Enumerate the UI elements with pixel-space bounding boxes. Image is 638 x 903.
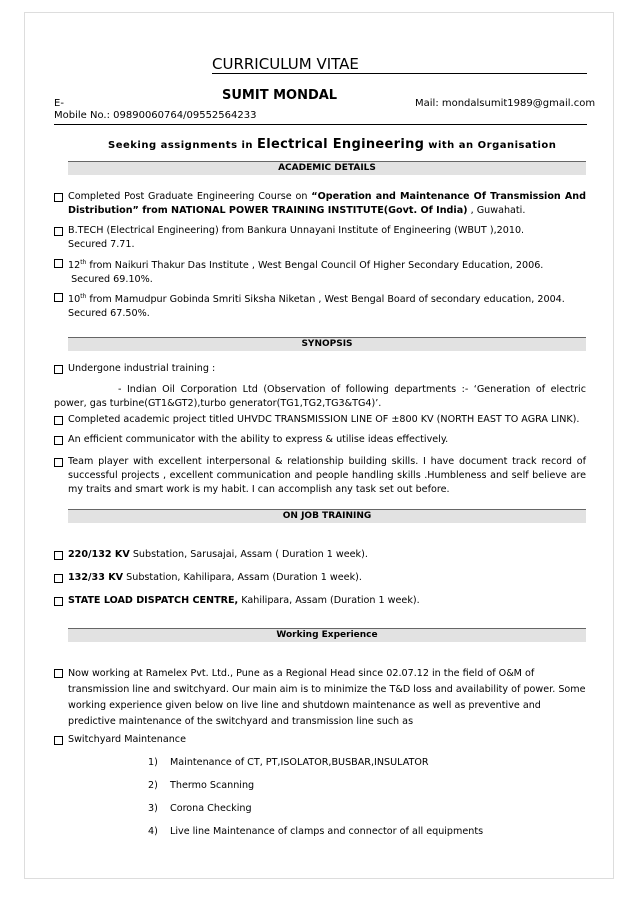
bullet-box-icon — [54, 574, 63, 583]
email-address: Mail: mondalsumit1989@gmail.com — [415, 98, 596, 109]
email-prefix: E- — [54, 98, 64, 109]
bullet-box-icon — [54, 293, 63, 302]
section-experience: Working Experience — [68, 628, 586, 642]
document-title: CURRICULUM VITAE — [212, 55, 587, 74]
section-academic: ACADEMIC DETAILS — [68, 161, 586, 175]
experience-switchyard: Switchyard Maintenance — [54, 733, 586, 747]
task-item: 1) Maintenance of CT, PT,ISOLATOR,BUSBAR,INSULATOR — [148, 757, 429, 768]
section-training: ON JOB TRAINING — [68, 509, 586, 523]
objective-prefix: Seeking assignments in — [108, 140, 254, 151]
section-synopsis: SYNOPSIS — [68, 337, 586, 351]
bullet-box-icon — [54, 436, 63, 445]
bullet-box-icon — [54, 259, 63, 268]
candidate-name: SUMIT MONDAL — [222, 88, 338, 103]
objective-field: Electrical Engineering — [257, 137, 425, 152]
experience-current: Now working at Ramelex Pvt. Ltd., Pune as a Regional Head since 02.07.12 in the field of O&M of transmission line and switchyard. Our main aim is to minimize the T&D loss and availability of power. Some working experience given below on live line and shutdown maintenance as well as preventive and predictive maintenance of the switchyard and transmission line such as — [54, 666, 586, 730]
bullet-box-icon — [54, 669, 63, 678]
bullet-box-icon — [54, 597, 63, 606]
training-item: 132/33 KV Substation, Kahilipara, Assam (Duration 1 week). — [54, 571, 586, 585]
bullet-box-icon — [54, 416, 63, 425]
task-item: 4) Live line Maintenance of clamps and connector of all equipments — [148, 826, 484, 837]
task-item: 3) Corona Checking — [148, 803, 252, 814]
synopsis-training: Undergone industrial training : — [54, 362, 586, 376]
bullet-box-icon — [54, 193, 63, 202]
academic-btech: B.TECH (Electrical Engineering) from Bankura Unnayani Institute of Engineering (WBUT ),2010. Secured 7.71. — [54, 224, 586, 252]
synopsis-communicator: An efficient communicator with the ability to express & utilise ideas effectively. — [54, 433, 586, 447]
bullet-box-icon — [54, 736, 63, 745]
objective-suffix: with an Organisation — [428, 140, 557, 151]
training-item: STATE LOAD DISPATCH CENTRE, Kahilipara, Assam (Duration 1 week). — [54, 594, 586, 608]
bullet-box-icon — [54, 458, 63, 467]
bullet-box-icon — [54, 227, 63, 236]
synopsis-project: Completed academic project titled UHVDC TRANSMISSION LINE OF ±800 KV (NORTH EAST TO AGRA LINK). — [54, 413, 586, 427]
academic-tenth: 10th from Mamudpur Gobinda Smriti Siksha Niketan , West Bengal Board of secondary education, 2004. Secured 67.50%. — [54, 290, 586, 321]
academic-twelfth: 12th from Naikuri Thakur Das Institute , West Bengal Council Of Higher Secondary Education, 2006. Secured 69.10%. — [54, 256, 586, 287]
task-item: 2) Thermo Scanning — [148, 780, 255, 791]
synopsis-iocl: - Indian Oil Corporation Ltd (Observation of following departments :- ‘Generation of electric power, gas turbine(GT1&GT2),turbo generator(TG1,TG2,TG3&TG4)’. — [54, 384, 586, 409]
objective-line — [108, 137, 556, 152]
bullet-box-icon — [54, 365, 63, 374]
training-item: 220/132 KV Substation, Sarusajai, Assam ( Duration 1 week). — [54, 548, 586, 562]
mobile-number: Mobile No.: 09890060764/09552564233 — [54, 110, 257, 121]
header-divider — [54, 124, 587, 125]
synopsis-team: Team player with excellent interpersonal & relationship building skills. I have document track record of successful projects , excellent communication and people handling skills .Humbleness and self believe are my traits and smart work is my habit. I can accomplish any task set out before. — [54, 455, 586, 497]
bullet-box-icon — [54, 551, 63, 560]
academic-pg: Completed Post Graduate Engineering Course on “Operation and Maintenance Of Transmission And Distribution” from NATIONAL POWER TRAINING INSTITUTE(Govt. Of India) , Guwahati. — [54, 190, 586, 218]
